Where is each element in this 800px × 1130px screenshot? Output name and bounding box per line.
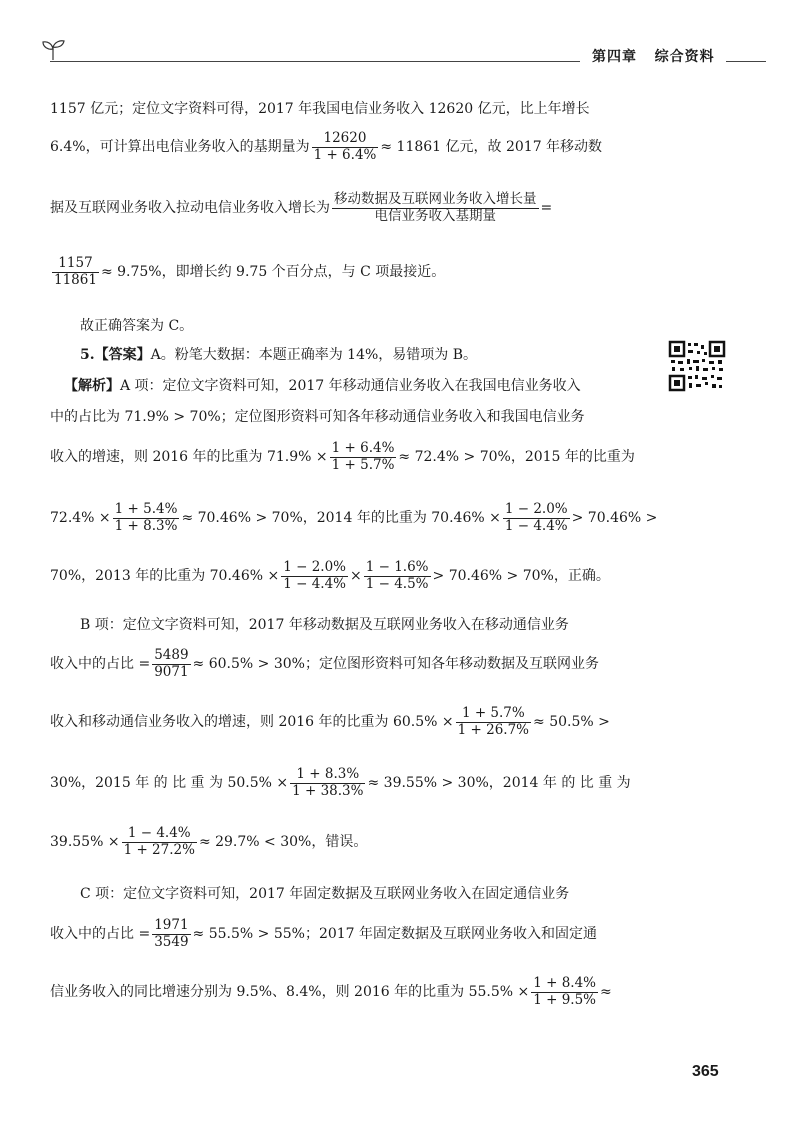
text-run: > 70.46% > bbox=[571, 510, 658, 527]
fraction: $\frac{1 - 4.4\%}{1 + 27.2\%}$ bbox=[123, 825, 195, 858]
text-run: ≈ 9.75%，即增长约 9.75 个百分点，与 C 项最接近。 bbox=[100, 264, 446, 281]
header-rule-right bbox=[726, 61, 766, 62]
text-run: 收入中的占比 = bbox=[50, 926, 151, 943]
analysis-label: 【解析】 bbox=[64, 378, 120, 394]
running-header bbox=[586, 46, 721, 66]
text-run: A 项：定位文字资料可知，2017 年移动通信业务收入在我国电信业务收入 bbox=[120, 378, 581, 394]
text-run: ≈ 50.5% > bbox=[533, 714, 610, 731]
answer-label: 5.【答案】 bbox=[80, 347, 151, 363]
text-run: ≈ 11861 亿元，故 2017 年移动数 bbox=[380, 139, 603, 156]
text-run: ≈ 29.7% < 30%，错误。 bbox=[198, 834, 368, 851]
text-run: ≈ 72.4% > 70%，2015 年的比重为 bbox=[398, 449, 635, 466]
fraction: $\frac{1 + 8.4\%}{1 + 9.5\%}$ bbox=[533, 975, 596, 1008]
text-run: ≈ 60.5% > 30%；定位图形资料可知各年移动数据及互联网业务 bbox=[192, 656, 599, 673]
text-run: ≈ 39.55% > 30%，2014 年 的 比 重 为 bbox=[367, 775, 631, 792]
text-line bbox=[50, 826, 367, 858]
fraction: $\frac{1 - 1.6\%}{1 - 4.5\%}$ bbox=[365, 559, 429, 592]
text-line bbox=[64, 375, 581, 395]
text-line: 故正确答案为 C。 bbox=[80, 318, 194, 334]
text-line: 1157 亿元；定位文字资料可得，2017 年我国电信业务收入 12620 亿元，比上年增长 bbox=[50, 101, 590, 117]
qr-code-icon[interactable] bbox=[668, 340, 726, 392]
text-line: B 项：定位文字资料可知，2017 年移动数据及互联网业务收入在移动通信业务 bbox=[80, 617, 569, 633]
header-rule bbox=[50, 61, 580, 62]
text-line bbox=[50, 131, 602, 163]
fraction: $\frac{5489}{9071}$ bbox=[154, 647, 189, 680]
text-line bbox=[50, 706, 610, 738]
fraction: $\frac{1 + 5.4\%}{1 + 8.3\%}$ bbox=[114, 501, 178, 534]
text-run: 信业务收入的同比增速分别为 9.5%、8.4%，则 2016 年的比重为 55.5% × bbox=[50, 984, 530, 1001]
fraction: $\frac{1971}{3549}$ bbox=[154, 917, 189, 950]
fraction: $\frac{1 + 6.4\%}{1 + 5.7\%}$ bbox=[331, 440, 395, 473]
text-line bbox=[50, 767, 631, 799]
text-line bbox=[50, 918, 597, 950]
text-run: 39.55% × bbox=[50, 834, 120, 851]
text-line bbox=[50, 560, 610, 592]
text-run: 70%，2013 年的比重为 70.46% × bbox=[50, 568, 280, 585]
text-line bbox=[50, 256, 445, 288]
fraction: $\frac{1157}{11861}$ bbox=[54, 255, 97, 288]
text-run: × bbox=[350, 568, 362, 585]
text-line: 中的占比为 71.9% > 70%；定位图形资料可知各年移动通信业务收入和我国电信业务 bbox=[50, 409, 585, 425]
page-number: 365 bbox=[692, 1063, 719, 1080]
text-run: ≈ 70.46% > 70%，2014 年的比重为 70.46% × bbox=[181, 510, 501, 527]
text-line bbox=[50, 976, 612, 1008]
text-run: A。粉笔大数据：本题正确率为 14%，易错项为 B。 bbox=[150, 347, 478, 363]
text-run: 收入中的占比 = bbox=[50, 656, 151, 673]
leaf-sprout-icon bbox=[40, 38, 66, 62]
fraction: $\frac{1 + 8.3\%}{1 + 38.3\%}$ bbox=[292, 766, 364, 799]
fraction: $\frac{1 - 2.0\%}{1 - 4.4\%}$ bbox=[283, 559, 346, 592]
text-run: 30%，2015 年 的 比 重 为 50.5% × bbox=[50, 775, 289, 792]
fraction: $\frac{\text{移动数据及互联网业务收入增长量}}{\text{电信业务收入基期量}}$ bbox=[334, 191, 537, 224]
fraction: $\frac{12620}{1 + 6.4\%}$ bbox=[313, 130, 377, 163]
fraction: $\frac{1 - 2.0\%}{1 - 4.4\%}$ bbox=[504, 501, 568, 534]
section-label: 综合资料 bbox=[654, 49, 715, 65]
text-run: > 70.46% > 70%，正确。 bbox=[432, 568, 610, 585]
text-line bbox=[50, 648, 599, 680]
text-line bbox=[50, 441, 635, 473]
fraction: $\frac{1 + 5.7\%}{1 + 26.7\%}$ bbox=[457, 705, 530, 738]
text-run: = bbox=[540, 200, 553, 217]
chapter-label: 第四章 bbox=[592, 49, 637, 65]
text-line bbox=[50, 502, 657, 534]
text-run: 收入的增速，则 2016 年的比重为 71.9% × bbox=[50, 449, 328, 466]
text-run: 收入和移动通信业务收入的增速，则 2016 年的比重为 60.5% × bbox=[50, 714, 454, 731]
text-run: 据及互联网业务收入拉动电信业务收入增长为 bbox=[50, 200, 330, 217]
text-line bbox=[50, 192, 552, 224]
text-line bbox=[80, 344, 477, 364]
text-run: 72.4% × bbox=[50, 510, 111, 527]
text-run: 6.4%，可计算出电信业务收入的基期量为 bbox=[50, 139, 310, 156]
text-run: ≈ bbox=[600, 984, 612, 1001]
text-line: C 项：定位文字资料可知，2017 年固定数据及互联网业务收入在固定通信业务 bbox=[80, 886, 570, 902]
text-run: ≈ 55.5% > 55%；2017 年固定数据及互联网业务收入和固定通 bbox=[192, 926, 598, 943]
